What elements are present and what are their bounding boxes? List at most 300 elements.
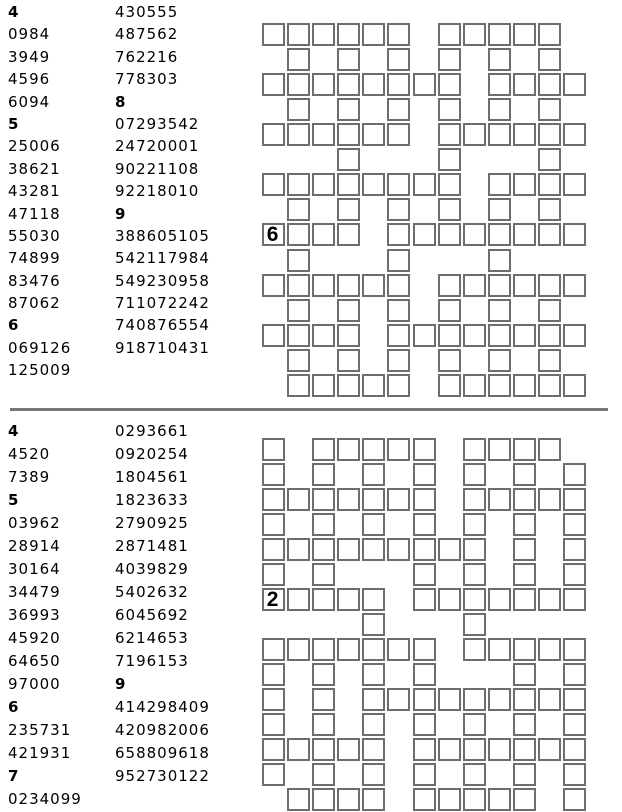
grid-cell-r9c12[interactable] bbox=[563, 663, 586, 686]
grid-cell-r9c0[interactable] bbox=[262, 663, 285, 686]
grid-cell-r0c7[interactable] bbox=[438, 23, 461, 46]
grid-cell-r14c7[interactable] bbox=[438, 788, 461, 811]
grid-cell-r0c11[interactable] bbox=[538, 438, 561, 461]
grid-cell-r14c3[interactable] bbox=[337, 374, 360, 397]
grid-cell-r1c6[interactable] bbox=[413, 463, 436, 486]
grid-cell-r14c8[interactable] bbox=[463, 788, 486, 811]
word-list-item: 34479 bbox=[8, 583, 61, 601]
grid-cell-r14c10[interactable] bbox=[513, 788, 536, 811]
grid-cell-r0c9[interactable] bbox=[488, 438, 511, 461]
grid-cell-r14c9[interactable] bbox=[488, 374, 511, 397]
grid-cell-r4c2[interactable] bbox=[312, 538, 335, 561]
grid-cell-r12c9[interactable] bbox=[488, 324, 511, 347]
grid-cell-r4c4[interactable] bbox=[362, 123, 385, 146]
grid-cell-r0c5[interactable] bbox=[387, 23, 410, 46]
grid-cell-r14c12[interactable] bbox=[563, 788, 586, 811]
grid-cell-r4c5[interactable] bbox=[387, 538, 410, 561]
grid-cell-r9c5[interactable] bbox=[387, 249, 410, 272]
grid-cell-r10c8[interactable] bbox=[463, 274, 486, 297]
grid-cell-r8c1[interactable] bbox=[287, 223, 310, 246]
grid-cell-r8c8[interactable] bbox=[463, 223, 486, 246]
grid-cell-r2c3[interactable] bbox=[337, 488, 360, 511]
grid-cell-r13c11[interactable] bbox=[538, 349, 561, 372]
grid-cell-r10c4[interactable] bbox=[362, 688, 385, 711]
grid-cell-r1c9[interactable] bbox=[488, 48, 511, 71]
grid-cell-r12c9[interactable] bbox=[488, 738, 511, 761]
grid-cell-r5c11[interactable] bbox=[538, 148, 561, 171]
grid-cell-r1c3[interactable] bbox=[337, 48, 360, 71]
grid-cell-r1c8[interactable] bbox=[463, 463, 486, 486]
grid-cell-r0c2[interactable] bbox=[312, 438, 335, 461]
grid-cell-r0c0[interactable] bbox=[262, 438, 285, 461]
grid-cell-r6c4[interactable] bbox=[362, 588, 385, 611]
word-length-header: 4 bbox=[8, 3, 20, 21]
grid-cell-r11c5[interactable] bbox=[387, 299, 410, 322]
word-list-item: 87062 bbox=[8, 294, 61, 313]
grid-cell-r6c6[interactable] bbox=[413, 588, 436, 611]
grid-cell-r8c0[interactable] bbox=[262, 223, 285, 246]
word-list-item: 430555 bbox=[115, 3, 179, 21]
grid-cell-r5c8[interactable] bbox=[463, 563, 486, 586]
word-length-header: 6 bbox=[8, 698, 20, 716]
grid-cell-r6c0[interactable] bbox=[262, 588, 285, 611]
grid-cell-r6c8[interactable] bbox=[463, 588, 486, 611]
grid-cell-r2c12[interactable] bbox=[563, 73, 586, 96]
grid-cell-r2c0[interactable] bbox=[262, 488, 285, 511]
grid-cell-r12c3[interactable] bbox=[337, 324, 360, 347]
grid-cell-r0c3[interactable] bbox=[337, 23, 360, 46]
grid-cell-r14c11[interactable] bbox=[538, 374, 561, 397]
grid-cell-r13c7[interactable] bbox=[438, 349, 461, 372]
grid-cell-r10c11[interactable] bbox=[538, 274, 561, 297]
grid-cell-r3c3[interactable] bbox=[337, 98, 360, 121]
grid-cell-r3c2[interactable] bbox=[312, 513, 335, 536]
grid-cell-r11c7[interactable] bbox=[438, 299, 461, 322]
grid-cell-r13c10[interactable] bbox=[513, 763, 536, 786]
word-list-item: 388605105 bbox=[115, 226, 210, 245]
grid-cell-r8c4[interactable] bbox=[362, 638, 385, 661]
grid-cell-r12c10[interactable] bbox=[513, 324, 536, 347]
grid-cell-r14c3[interactable] bbox=[337, 788, 360, 811]
grid-cell-r6c5[interactable] bbox=[387, 173, 410, 196]
grid-cell-r7c1[interactable] bbox=[287, 198, 310, 221]
grid-cell-r6c6[interactable] bbox=[413, 173, 436, 196]
grid-cell-r5c6[interactable] bbox=[413, 563, 436, 586]
grid-cell-r8c9[interactable] bbox=[488, 223, 511, 246]
grid-cell-r8c10[interactable] bbox=[513, 223, 536, 246]
grid-cell-r14c4[interactable] bbox=[362, 788, 385, 811]
grid-cell-r14c8[interactable] bbox=[463, 374, 486, 397]
word-length-header: 9 bbox=[115, 204, 127, 223]
grid-cell-r1c0[interactable] bbox=[262, 463, 285, 486]
grid-cell-r14c2[interactable] bbox=[312, 374, 335, 397]
grid-cell-r2c1[interactable] bbox=[287, 488, 310, 511]
grid-cell-r13c0[interactable] bbox=[262, 763, 285, 786]
word-list-item: 38621 bbox=[8, 159, 61, 178]
word-list-item: 420982006 bbox=[115, 721, 210, 739]
grid-cell-r8c10[interactable] bbox=[513, 638, 536, 661]
grid-cell-r8c9[interactable] bbox=[488, 638, 511, 661]
grid-cell-r4c11[interactable] bbox=[538, 123, 561, 146]
grid-cell-r14c9[interactable] bbox=[488, 788, 511, 811]
grid-cell-r14c6[interactable] bbox=[413, 788, 436, 811]
grid-cell-r8c5[interactable] bbox=[387, 638, 410, 661]
grid-cell-r6c3[interactable] bbox=[337, 588, 360, 611]
grid-cell-r0c3[interactable] bbox=[337, 438, 360, 461]
grid-cell-r10c7[interactable] bbox=[438, 688, 461, 711]
grid-cell-r10c12[interactable] bbox=[563, 688, 586, 711]
grid-cell-r14c4[interactable] bbox=[362, 374, 385, 397]
grid-cell-r0c11[interactable] bbox=[538, 23, 561, 46]
grid-cell-r7c11[interactable] bbox=[538, 198, 561, 221]
grid-cell-r12c5[interactable] bbox=[387, 324, 410, 347]
grid-cell-r12c11[interactable] bbox=[538, 738, 561, 761]
grid-cell-r3c4[interactable] bbox=[362, 513, 385, 536]
grid-cell-r9c4[interactable] bbox=[362, 663, 385, 686]
grid-cell-r3c6[interactable] bbox=[413, 513, 436, 536]
grid-cell-r9c10[interactable] bbox=[513, 663, 536, 686]
grid-cell-r0c4[interactable] bbox=[362, 23, 385, 46]
grid-cell-r8c8[interactable] bbox=[463, 638, 486, 661]
grid-cell-r8c12[interactable] bbox=[563, 223, 586, 246]
grid-cell-r7c9[interactable] bbox=[488, 198, 511, 221]
grid-cell-r13c6[interactable] bbox=[413, 763, 436, 786]
grid-cell-r4c0[interactable] bbox=[262, 123, 285, 146]
grid-cell-r13c3[interactable] bbox=[337, 349, 360, 372]
grid-cell-r10c6[interactable] bbox=[413, 688, 436, 711]
grid-cell-r2c3[interactable] bbox=[337, 73, 360, 96]
word-length-header: 5 bbox=[8, 491, 20, 509]
word-list-item: 6214653 bbox=[115, 629, 189, 647]
grid-cell-r8c12[interactable] bbox=[563, 638, 586, 661]
grid-cell-r6c4[interactable] bbox=[362, 173, 385, 196]
grid-cell-r0c10[interactable] bbox=[513, 23, 536, 46]
grid-cell-r10c11[interactable] bbox=[538, 688, 561, 711]
grid-cell-r14c10[interactable] bbox=[513, 374, 536, 397]
word-list-item: 6045692 bbox=[115, 606, 189, 624]
grid-cell-r8c6[interactable] bbox=[413, 638, 436, 661]
hint-digit: 6 bbox=[266, 223, 279, 247]
grid-cell-r5c10[interactable] bbox=[513, 563, 536, 586]
grid-cell-r2c10[interactable] bbox=[513, 488, 536, 511]
grid-cell-r5c3[interactable] bbox=[337, 148, 360, 171]
grid-cell-r7c8[interactable] bbox=[463, 613, 486, 636]
grid-cell-r6c12[interactable] bbox=[563, 588, 586, 611]
word-list-item: 0293661 bbox=[115, 422, 189, 440]
grid-cell-r11c8[interactable] bbox=[463, 713, 486, 736]
grid-cell-r9c9[interactable] bbox=[488, 249, 511, 272]
grid-cell-r11c10[interactable] bbox=[513, 713, 536, 736]
grid-cell-r11c9[interactable] bbox=[488, 299, 511, 322]
grid-cell-r12c8[interactable] bbox=[463, 738, 486, 761]
grid-cell-r14c2[interactable] bbox=[312, 788, 335, 811]
grid-cell-r13c9[interactable] bbox=[488, 349, 511, 372]
grid-cell-r4c5[interactable] bbox=[387, 123, 410, 146]
grid-cell-r0c5[interactable] bbox=[387, 438, 410, 461]
grid-cell-r3c5[interactable] bbox=[387, 98, 410, 121]
grid-cell-r13c12[interactable] bbox=[563, 763, 586, 786]
word-list-item: 125009 bbox=[8, 361, 72, 380]
grid-cell-r4c3[interactable] bbox=[337, 538, 360, 561]
grid-cell-r4c9[interactable] bbox=[488, 123, 511, 146]
grid-cell-r6c10[interactable] bbox=[513, 173, 536, 196]
grid-cell-r12c4[interactable] bbox=[362, 738, 385, 761]
grid-cell-r4c7[interactable] bbox=[438, 123, 461, 146]
grid-cell-r1c11[interactable] bbox=[538, 48, 561, 71]
grid-cell-r4c4[interactable] bbox=[362, 538, 385, 561]
word-list-item: 414298409 bbox=[115, 698, 210, 716]
grid-cell-r1c4[interactable] bbox=[362, 463, 385, 486]
grid-cell-r6c0[interactable] bbox=[262, 173, 285, 196]
grid-cell-r8c1[interactable] bbox=[287, 638, 310, 661]
grid-cell-r8c5[interactable] bbox=[387, 223, 410, 246]
grid-cell-r2c6[interactable] bbox=[413, 73, 436, 96]
grid-cell-r7c5[interactable] bbox=[387, 198, 410, 221]
grid-cell-r5c2[interactable] bbox=[312, 563, 335, 586]
grid-cell-r12c6[interactable] bbox=[413, 738, 436, 761]
grid-cell-r9c1[interactable] bbox=[287, 249, 310, 272]
word-length-header: 8 bbox=[115, 92, 127, 111]
grid-cell-r14c1[interactable] bbox=[287, 788, 310, 811]
grid-cell-r10c9[interactable] bbox=[488, 688, 511, 711]
grid-cell-r6c11[interactable] bbox=[538, 588, 561, 611]
grid-cell-r11c4[interactable] bbox=[362, 713, 385, 736]
grid-cell-r11c11[interactable] bbox=[538, 299, 561, 322]
word-list-item: 07293542 bbox=[115, 114, 200, 133]
grid-cell-r1c5[interactable] bbox=[387, 48, 410, 71]
section-divider bbox=[10, 408, 608, 411]
grid-cell-r3c10[interactable] bbox=[513, 513, 536, 536]
grid-cell-r2c9[interactable] bbox=[488, 73, 511, 96]
grid-cell-r12c10[interactable] bbox=[513, 738, 536, 761]
grid-cell-r12c1[interactable] bbox=[287, 324, 310, 347]
puzzle-2-word-list-column-2 bbox=[115, 420, 210, 788]
grid-cell-r8c6[interactable] bbox=[413, 223, 436, 246]
grid-cell-r2c4[interactable] bbox=[362, 488, 385, 511]
grid-cell-r4c12[interactable] bbox=[563, 538, 586, 561]
grid-cell-r10c4[interactable] bbox=[362, 274, 385, 297]
grid-cell-r1c1[interactable] bbox=[287, 48, 310, 71]
grid-cell-r4c7[interactable] bbox=[438, 538, 461, 561]
grid-cell-r10c1[interactable] bbox=[287, 274, 310, 297]
grid-cell-r11c12[interactable] bbox=[563, 713, 586, 736]
grid-cell-r0c8[interactable] bbox=[463, 438, 486, 461]
grid-cell-r12c2[interactable] bbox=[312, 324, 335, 347]
word-list-item: 43281 bbox=[8, 182, 61, 201]
word-list-item: 487562 bbox=[115, 25, 179, 44]
grid-cell-r6c2[interactable] bbox=[312, 588, 335, 611]
grid-cell-r6c1[interactable] bbox=[287, 588, 310, 611]
grid-cell-r14c7[interactable] bbox=[438, 374, 461, 397]
word-length-header: 7 bbox=[8, 767, 20, 785]
grid-cell-r0c2[interactable] bbox=[312, 23, 335, 46]
grid-cell-r8c2[interactable] bbox=[312, 223, 335, 246]
grid-cell-r11c1[interactable] bbox=[287, 299, 310, 322]
grid-cell-r3c0[interactable] bbox=[262, 513, 285, 536]
grid-cell-r7c3[interactable] bbox=[337, 198, 360, 221]
grid-cell-r0c1[interactable] bbox=[287, 23, 310, 46]
grid-cell-r13c2[interactable] bbox=[312, 763, 335, 786]
grid-cell-r0c9[interactable] bbox=[488, 23, 511, 46]
grid-cell-r10c12[interactable] bbox=[563, 274, 586, 297]
word-list-item: 778303 bbox=[115, 70, 179, 89]
grid-cell-r6c11[interactable] bbox=[538, 173, 561, 196]
grid-cell-r5c7[interactable] bbox=[438, 148, 461, 171]
grid-cell-r11c0[interactable] bbox=[262, 713, 285, 736]
word-list-item: 069126 bbox=[8, 338, 72, 357]
grid-cell-r10c5[interactable] bbox=[387, 688, 410, 711]
grid-cell-r2c12[interactable] bbox=[563, 488, 586, 511]
grid-cell-r9c6[interactable] bbox=[413, 663, 436, 686]
grid-cell-r8c11[interactable] bbox=[538, 223, 561, 246]
word-list-item: 762216 bbox=[115, 47, 179, 66]
grid-cell-r2c6[interactable] bbox=[413, 488, 436, 511]
grid-cell-r8c7[interactable] bbox=[438, 223, 461, 246]
grid-cell-r9c2[interactable] bbox=[312, 663, 335, 686]
grid-cell-r2c2[interactable] bbox=[312, 488, 335, 511]
grid-cell-r12c12[interactable] bbox=[563, 738, 586, 761]
grid-cell-r13c5[interactable] bbox=[387, 349, 410, 372]
grid-cell-r6c2[interactable] bbox=[312, 173, 335, 196]
grid-cell-r4c2[interactable] bbox=[312, 123, 335, 146]
grid-cell-r6c12[interactable] bbox=[563, 173, 586, 196]
word-list-item: 711072242 bbox=[115, 294, 210, 313]
grid-cell-r1c7[interactable] bbox=[438, 48, 461, 71]
word-list-item: 918710431 bbox=[115, 338, 210, 357]
grid-cell-r6c9[interactable] bbox=[488, 588, 511, 611]
grid-cell-r6c7[interactable] bbox=[438, 588, 461, 611]
grid-cell-r8c11[interactable] bbox=[538, 638, 561, 661]
grid-cell-r13c4[interactable] bbox=[362, 763, 385, 786]
grid-cell-r8c3[interactable] bbox=[337, 223, 360, 246]
grid-cell-r1c2[interactable] bbox=[312, 463, 335, 486]
grid-cell-r3c1[interactable] bbox=[287, 98, 310, 121]
grid-cell-r0c4[interactable] bbox=[362, 438, 385, 461]
grid-cell-r12c3[interactable] bbox=[337, 738, 360, 761]
grid-cell-r10c0[interactable] bbox=[262, 688, 285, 711]
grid-cell-r12c6[interactable] bbox=[413, 324, 436, 347]
grid-cell-r14c1[interactable] bbox=[287, 374, 310, 397]
grid-cell-r10c10[interactable] bbox=[513, 274, 536, 297]
grid-cell-r1c10[interactable] bbox=[513, 463, 536, 486]
grid-cell-r12c7[interactable] bbox=[438, 324, 461, 347]
grid-cell-r6c3[interactable] bbox=[337, 173, 360, 196]
grid-cell-r4c8[interactable] bbox=[463, 538, 486, 561]
grid-cell-r10c3[interactable] bbox=[337, 274, 360, 297]
grid-cell-r4c10[interactable] bbox=[513, 123, 536, 146]
grid-cell-r6c9[interactable] bbox=[488, 173, 511, 196]
word-list-item: 74899 bbox=[8, 249, 61, 268]
grid-cell-r4c3[interactable] bbox=[337, 123, 360, 146]
grid-cell-r10c9[interactable] bbox=[488, 274, 511, 297]
grid-cell-r5c12[interactable] bbox=[563, 563, 586, 586]
grid-cell-r2c8[interactable] bbox=[463, 488, 486, 511]
grid-cell-r1c12[interactable] bbox=[563, 463, 586, 486]
grid-cell-r6c7[interactable] bbox=[438, 173, 461, 196]
grid-cell-r4c10[interactable] bbox=[513, 538, 536, 561]
grid-cell-r2c10[interactable] bbox=[513, 73, 536, 96]
grid-cell-r12c11[interactable] bbox=[538, 324, 561, 347]
grid-cell-r10c5[interactable] bbox=[387, 274, 410, 297]
grid-cell-r10c0[interactable] bbox=[262, 274, 285, 297]
grid-cell-r3c8[interactable] bbox=[463, 513, 486, 536]
grid-cell-r3c12[interactable] bbox=[563, 513, 586, 536]
grid-cell-r11c2[interactable] bbox=[312, 713, 335, 736]
grid-cell-r2c7[interactable] bbox=[438, 73, 461, 96]
grid-cell-r10c2[interactable] bbox=[312, 688, 335, 711]
grid-cell-r0c10[interactable] bbox=[513, 438, 536, 461]
grid-cell-r4c8[interactable] bbox=[463, 123, 486, 146]
grid-cell-r12c0[interactable] bbox=[262, 738, 285, 761]
grid-cell-r10c2[interactable] bbox=[312, 274, 335, 297]
grid-cell-r12c8[interactable] bbox=[463, 324, 486, 347]
grid-cell-r5c0[interactable] bbox=[262, 563, 285, 586]
grid-cell-r4c1[interactable] bbox=[287, 538, 310, 561]
grid-cell-r7c4[interactable] bbox=[362, 613, 385, 636]
grid-cell-r12c0[interactable] bbox=[262, 324, 285, 347]
grid-cell-r2c11[interactable] bbox=[538, 488, 561, 511]
grid-cell-r4c0[interactable] bbox=[262, 538, 285, 561]
word-list-item: 45920 bbox=[8, 629, 61, 647]
grid-cell-r0c6[interactable] bbox=[413, 438, 436, 461]
word-list-item: 47118 bbox=[8, 204, 61, 223]
word-list-item: 4520 bbox=[8, 445, 51, 463]
grid-cell-r10c10[interactable] bbox=[513, 688, 536, 711]
grid-cell-r0c0[interactable] bbox=[262, 23, 285, 46]
hint-digit: 2 bbox=[266, 588, 279, 611]
grid-cell-r8c2[interactable] bbox=[312, 638, 335, 661]
grid-cell-r11c3[interactable] bbox=[337, 299, 360, 322]
grid-cell-r4c12[interactable] bbox=[563, 123, 586, 146]
grid-cell-r12c1[interactable] bbox=[287, 738, 310, 761]
grid-cell-r10c8[interactable] bbox=[463, 688, 486, 711]
grid-cell-r8c0[interactable] bbox=[262, 638, 285, 661]
grid-cell-r2c2[interactable] bbox=[312, 73, 335, 96]
grid-cell-r3c11[interactable] bbox=[538, 98, 561, 121]
grid-cell-r12c7[interactable] bbox=[438, 738, 461, 761]
grid-cell-r3c7[interactable] bbox=[438, 98, 461, 121]
grid-cell-r4c1[interactable] bbox=[287, 123, 310, 146]
grid-cell-r2c11[interactable] bbox=[538, 73, 561, 96]
grid-cell-r2c0[interactable] bbox=[262, 73, 285, 96]
grid-cell-r2c1[interactable] bbox=[287, 73, 310, 96]
grid-cell-r14c5[interactable] bbox=[387, 374, 410, 397]
grid-cell-r13c1[interactable] bbox=[287, 349, 310, 372]
grid-cell-r10c7[interactable] bbox=[438, 274, 461, 297]
grid-cell-r2c5[interactable] bbox=[387, 488, 410, 511]
grid-cell-r3c9[interactable] bbox=[488, 98, 511, 121]
word-list-item: 0234099 bbox=[8, 790, 82, 808]
grid-cell-r14c12[interactable] bbox=[563, 374, 586, 397]
grid-cell-r11c6[interactable] bbox=[413, 713, 436, 736]
grid-cell-r8c3[interactable] bbox=[337, 638, 360, 661]
grid-cell-r4c6[interactable] bbox=[413, 538, 436, 561]
grid-cell-r7c7[interactable] bbox=[438, 198, 461, 221]
grid-cell-r0c8[interactable] bbox=[463, 23, 486, 46]
grid-cell-r13c8[interactable] bbox=[463, 763, 486, 786]
grid-cell-r2c5[interactable] bbox=[387, 73, 410, 96]
grid-cell-r6c1[interactable] bbox=[287, 173, 310, 196]
grid-cell-r12c12[interactable] bbox=[563, 324, 586, 347]
grid-cell-r2c9[interactable] bbox=[488, 488, 511, 511]
grid-cell-r2c4[interactable] bbox=[362, 73, 385, 96]
grid-cell-r6c10[interactable] bbox=[513, 588, 536, 611]
grid-cell-r12c2[interactable] bbox=[312, 738, 335, 761]
word-list-item: 3949 bbox=[8, 47, 51, 66]
word-list-item: 64650 bbox=[8, 652, 61, 670]
word-list-item: 542117984 bbox=[115, 249, 210, 268]
word-list-item: 83476 bbox=[8, 271, 61, 290]
